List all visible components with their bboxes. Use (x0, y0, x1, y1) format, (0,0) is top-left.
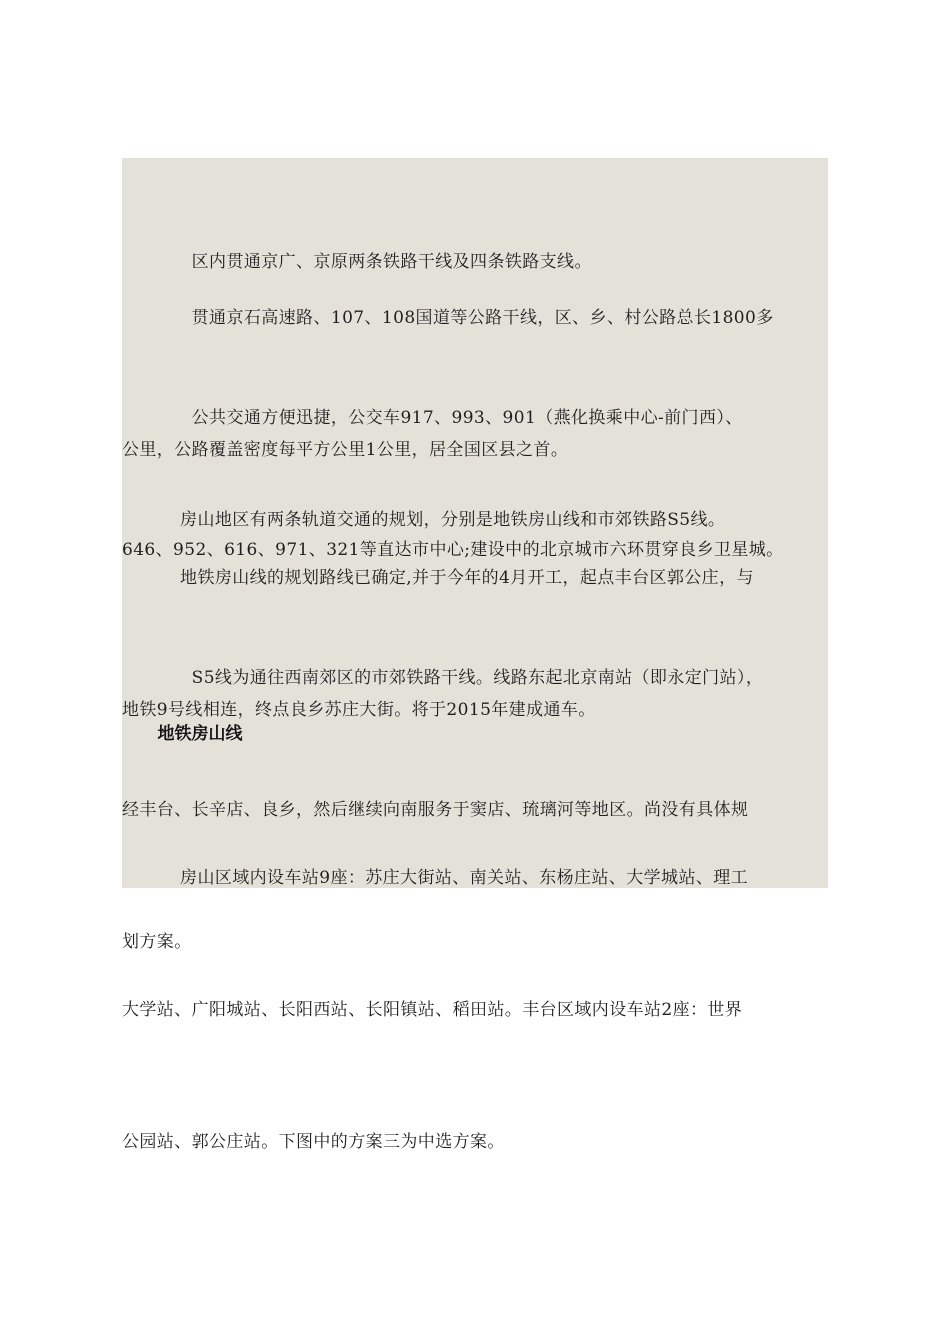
paragraph-line: 公里，公路覆盖密度每平方公里1公里，居全国区县之首。 (122, 440, 569, 460)
paragraph-line: 经丰台、长辛店、良乡，然后继续向南服务于窦店、琉璃河等地区。尚没有具体规 (122, 800, 749, 820)
paragraph-line: 地铁9号线相连，终点良乡苏庄大街。将于2015年建成通车。 (122, 700, 596, 720)
paragraph-line: 646、952、616、971、321等直达市中心;建设中的北京城市六环贯穿良乡卫星城。 (122, 540, 784, 560)
paragraph-line: S5线为通往西南郊区的市郊铁路干线。线路东起北京南站（即永定门站）， (122, 668, 764, 688)
paragraph-line: 区内贯通京广、京原两条铁路干线及四条铁路支线。 (122, 252, 592, 272)
paragraph-line: 公共交通方便迅捷，公交车917、993、901（燕化换乘中心-前门西）、 (122, 408, 743, 428)
section-heading: 地铁房山线 (122, 724, 243, 744)
paragraph-line: 公园站、郭公庄站。下图中的方案三为中选方案。 (122, 1132, 505, 1152)
paragraph-line: 地铁房山线的规划路线已确定,并于今年的4月开工，起点丰台区郭公庄，与 (122, 568, 754, 588)
paragraph-line: 划方案。 (122, 932, 192, 952)
paragraph-line: 房山地区有两条轨道交通的规划，分别是地铁房山线和市郊铁路S5线。 (122, 510, 726, 530)
paragraph-line: 大学站、广阳城站、长阳西站、长阳镇站、稻田站。丰台区域内设车站2座：世界 (122, 1000, 743, 1020)
paragraph-stations (122, 768, 828, 1252)
paragraph-line: 贯通京石高速路、107、108国道等公路干线，区、乡、村公路总长1800多 (122, 308, 774, 328)
paragraph-line: 房山区域内设车站9座：苏庄大街站、南关站、东杨庄站、大学城站、理工 (122, 868, 749, 888)
content-block (122, 158, 828, 1152)
